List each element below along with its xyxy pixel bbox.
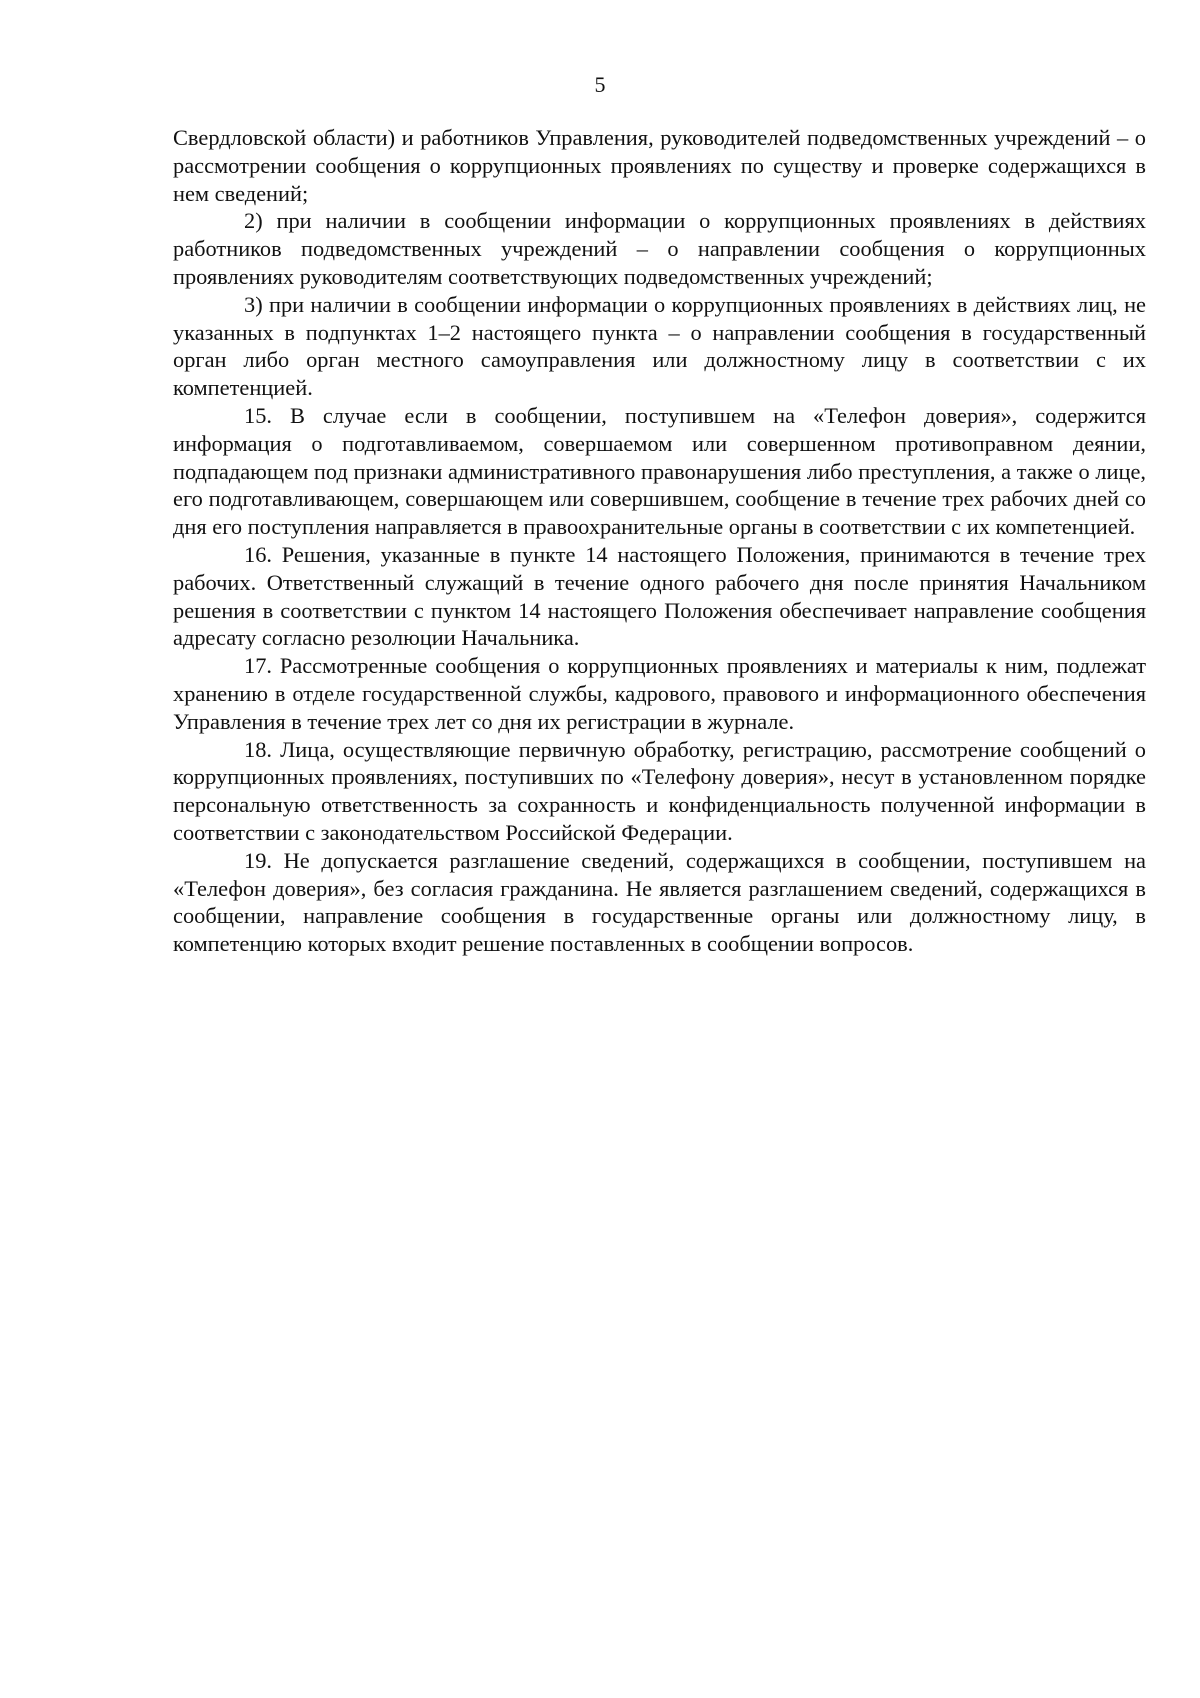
- paragraph-item-15: 15. В случае если в сообщении, поступившем на «Телефон доверия», содержится информация о подготавливаемом, совершаемом или совершенном противоправном деянии, подпадающем под признаки административного правонарушения либо преступления, а также о лице, его подготавливающем, совершающем или совершившем, сообщение в течение трех рабочих дней со дня его поступления направляется в правоохранительные органы в соответствии с их компетенцией.: [173, 402, 1146, 540]
- paragraph-subitem-2: 2) при наличии в сообщении информации о коррупционных проявлениях в действиях работников подведомственных учреждений – о направлении сообщения о коррупционных проявлениях руководителям соответствующих подведомственных учреждений;: [173, 208, 1146, 289]
- paragraph-item-19: 19. Не допускается разглашение сведений, содержащихся в сообщении, поступившем на «Телефон доверия», без согласия гражданина. Не является разглашением сведений, содержащихся в сообщении, направление сообщения в государственные органы или должностному лицу, в компетенцию которых входит решение поставленных в сообщении вопросов.: [173, 847, 1146, 957]
- document-body: [173, 124, 1146, 958]
- paragraph-continuation: Свердловской области) и работников Управления, руководителей подведомственных учреждений – о рассмотрении сообщения о коррупционных проявлениях по существу и проверке содержащихся в нем сведений;: [173, 125, 1146, 206]
- paragraph-item-17: 17. Рассмотренные сообщения о коррупционных проявлениях и материалы к ним, подлежат хранению в отделе государственной службы, кадрового, правового и информационного обеспечения Управления в течение трех лет со дня их регистрации в журнале.: [173, 653, 1146, 734]
- paragraph-item-18: 18. Лица, осуществляющие первичную обработку, регистрацию, рассмотрение сообщений о коррупционных проявлениях, поступивших по «Телефону доверия», несут в установленном порядке персональную ответственность за сохранность и конфиденциальность полученной информации в соответствии с законодательством Российской Федерации.: [173, 736, 1146, 845]
- paragraph-subitem-3: 3) при наличии в сообщении информации о коррупционных проявлениях в действиях лиц, не указанных в подпунктах 1–2 настоящего пункта – о направлении сообщения в государственный орган либо орган местного самоуправления или должностному лицу в соответствии с их компетенцией.: [173, 291, 1146, 401]
- page-number: 5: [594, 72, 606, 97]
- paragraph-item-16: 16. Решения, указанные в пункте 14 настоящего Положения, принимаются в течение трех рабочих. Ответственный служащий в течение одного рабочего дня после принятия Начальником решения в соответствии с пунктом 14 настоящего Положения обеспечивает направление сообщения адресату согласно резолюции Начальника.: [173, 541, 1146, 651]
